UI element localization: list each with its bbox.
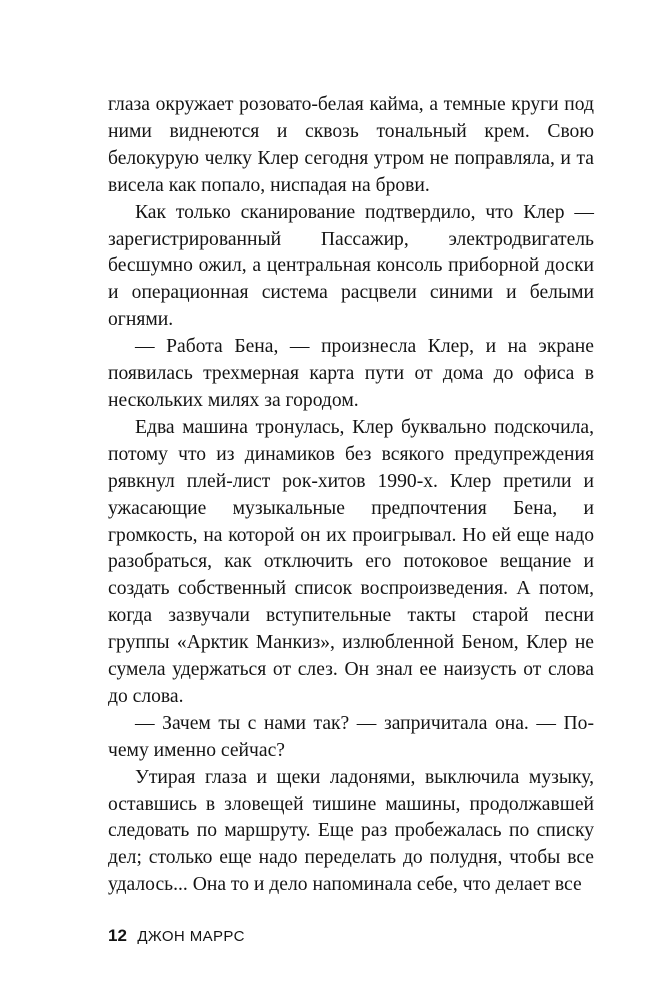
paragraph-2: Как только сканирование подтвердило, что Клер — зарегистрированный Пассажир, электродвигатель бесшумно ожил, а центральная консоль приборной доски и операционная система расцвели синими и белыми огнями.	[108, 201, 594, 331]
body-text	[108, 92, 594, 899]
running-head-author: ДЖОН МАРРС	[137, 928, 245, 945]
paragraph-1: глаза окружает розовато-белая кайма, а темные круги под ними виднеются и сквозь тональный крем. Свою белокурую челку Клер сегодня утром не поправляла, и та висела как попало, ниспадая на брови.	[108, 94, 594, 196]
paragraph-5-dialogue: — Зачем ты с нами так? — запричитала она. — Почему именно сейчас?	[108, 712, 594, 761]
page-footer	[108, 926, 245, 946]
paragraph-4: Едва машина тронулась, Клер буквально подскочила, потому что из динамиков без всякого предупреждения рявкнул плей-лист рок-хитов 1990-х. Клер претили и ужасающие музыкальные предпочтения Бена, и громкость, на которой он их проигрывал. Но ей еще надо разобраться, как отключить его потоковое вещание и создать собственный список воспроизведения. А потом, когда зазвучали вступительные такты старой песни группы «Арктик Манкиз», излюбленной Беном, Клер не сумела удержаться от слез. Он знал ее наизусть от слова до слова.	[108, 416, 594, 707]
paragraph-3-dialogue: — Работа Бена, — произнесла Клер, и на экране появилась трехмерная карта пути от дома до офиса в нескольких милях за городом.	[108, 336, 594, 411]
page-number: 12	[108, 926, 127, 945]
paragraph-6: Утирая глаза и щеки ладонями, выключила музыку, оставшись в зловещей тишине машины, продолжавшей следовать по маршруту. Еще раз пробежалась по списку дел; столько еще надо переделать до полудня, чтобы все удалось... Она то и дело напоминала себе, что делает все	[108, 766, 594, 896]
